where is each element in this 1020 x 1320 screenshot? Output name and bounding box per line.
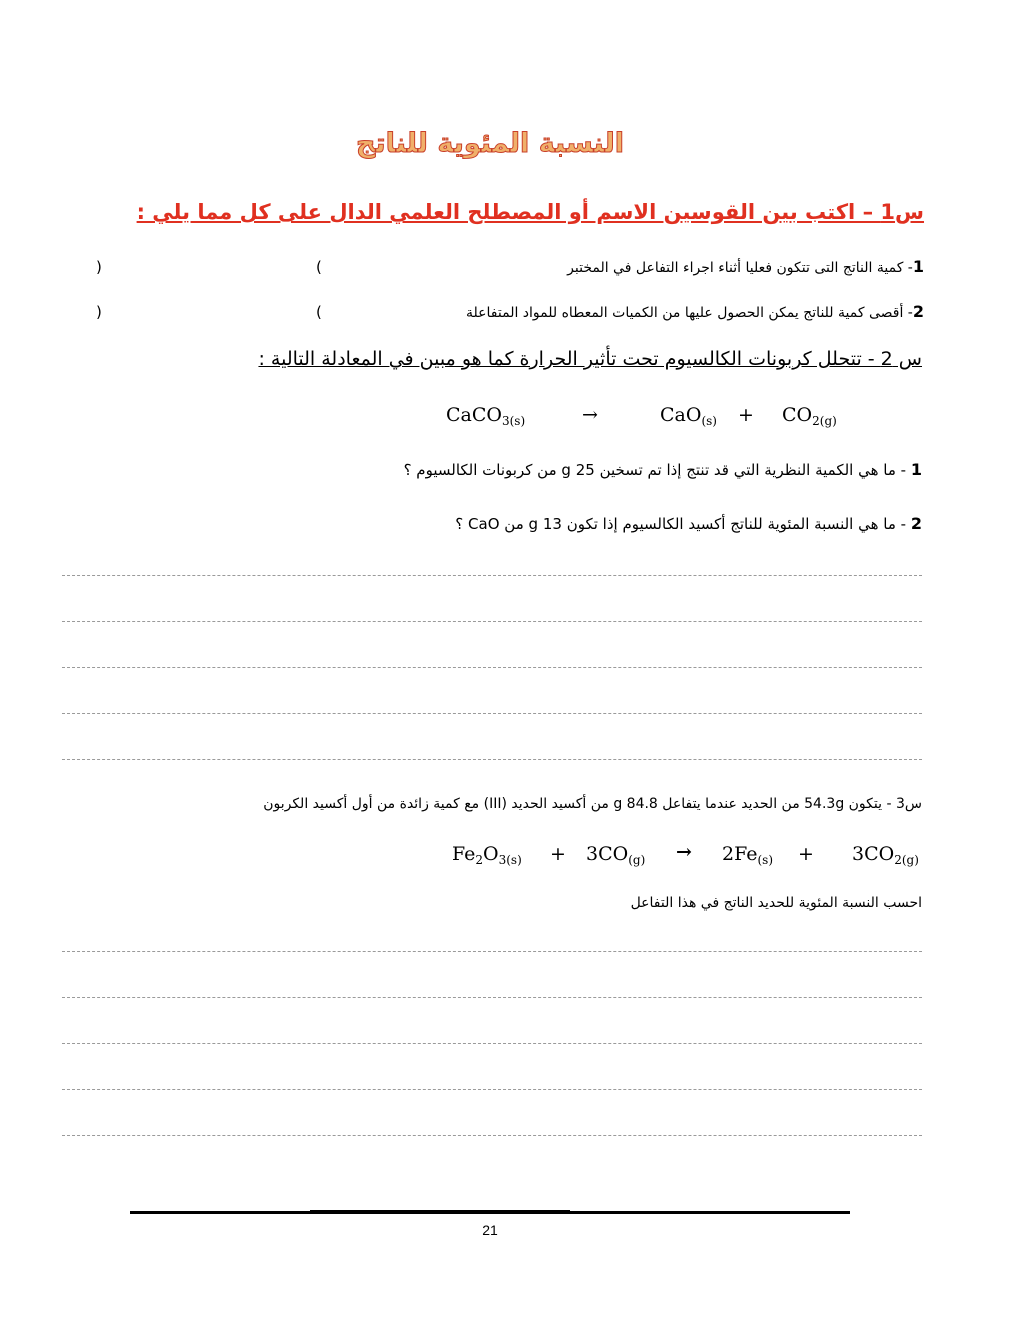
q2-sub-2-number: 2 <box>910 514 922 533</box>
q1-item-2 <box>466 302 924 321</box>
page-title: النسبة المئوية للناتج <box>356 128 624 159</box>
eq2-product-2 <box>782 404 837 428</box>
eq3-p2-formula: 3CO <box>852 843 895 865</box>
answer-line[interactable] <box>62 1089 922 1090</box>
answer-line[interactable] <box>62 713 922 714</box>
answer-line[interactable] <box>62 759 922 760</box>
eq2-arrow: → <box>582 404 598 426</box>
q2-sub-question-2 <box>455 514 922 533</box>
q1-item-1-close-paren: ) <box>96 258 102 276</box>
answer-line[interactable] <box>62 951 922 952</box>
eq3-r2-subscript: (g) <box>628 853 646 867</box>
q1-item-1-open-paren: ( <box>316 258 322 276</box>
eq3-r2-formula: 3CO <box>586 843 629 865</box>
q2-sub-question-1 <box>404 460 922 479</box>
answer-line[interactable] <box>62 1043 922 1044</box>
q2-sub-1-number: 1 <box>910 460 922 479</box>
eq2-product-1-formula: CaO <box>660 404 702 426</box>
answer-line[interactable] <box>62 575 922 576</box>
eq3-p1-formula: 2Fe <box>722 843 758 865</box>
q1-item-2-number: 2 <box>912 302 924 321</box>
eq3-p1-subscript: (s) <box>757 853 774 867</box>
eq2-reactant: CaCO <box>446 404 502 426</box>
answer-line[interactable] <box>62 667 922 668</box>
eq3-r1-o: O <box>483 843 499 865</box>
q2-equation <box>446 404 525 428</box>
eq2-plus: + <box>738 404 754 426</box>
eq3-p2-subscript: 2(g) <box>894 853 919 867</box>
q1-item-1 <box>567 257 924 276</box>
eq3-plus-1: + <box>550 843 566 865</box>
eq3-r1-sub1: 2 <box>475 853 484 867</box>
footer-divider-accent <box>310 1210 570 1214</box>
eq3-plus-2: + <box>798 843 814 865</box>
eq3-r1-fe: Fe <box>452 843 476 865</box>
page-number: 21 <box>482 1222 498 1238</box>
q1-item-2-open-paren: ( <box>316 303 322 321</box>
answer-line[interactable] <box>62 1135 922 1136</box>
q1-heading: س1 – اكتب بين القوسين الاسم أو المصطلح العلمي الدال على كل مما يلي : <box>136 200 924 224</box>
eq3-product-2 <box>852 843 919 867</box>
q1-item-2-close-paren: ) <box>96 303 102 321</box>
eq3-product-1 <box>722 843 773 867</box>
answer-line[interactable] <box>62 621 922 622</box>
q2-heading: س 2 - تتحلل كربونات الكالسيوم تحت تأثير الحرارة كما هو مبين في المعادلة التالية : <box>258 348 922 370</box>
eq3-reactant-2 <box>586 843 645 867</box>
eq2-product-1 <box>660 404 717 428</box>
eq3-r1-sub2: 3(s) <box>498 853 522 867</box>
q2-sub-1-text: - ما هي الكمية النظرية التي قد تنتج إذا تم تسخين 25 g من كربونات الكالسيوم ؟ <box>403 461 907 479</box>
eq2-product-1-subscript: (s) <box>701 414 717 428</box>
q2-sub-2-text: - ما هي النسبة المئوية للناتج أكسيد الكالسيوم إذا تكون 13 g من CaO ؟ <box>455 515 907 533</box>
eq3-reactant-1 <box>452 843 522 867</box>
q3-heading: س3 - يتكون 54.3g من الحديد عندما يتفاعل 84.8 g من أكسيد الحديد (III) مع كمية زائدة من أول أكسيد الكربون <box>263 796 922 812</box>
eq2-reactant-subscript: 3(s) <box>501 414 526 428</box>
eq2-product-2-subscript: 2(g) <box>812 414 837 428</box>
eq3-arrow: → <box>676 841 692 863</box>
eq2-product-2-formula: CO <box>782 404 813 426</box>
q1-item-1-number: 1 <box>912 257 924 276</box>
q1-item-1-text: - كمية الناتج التى تتكون فعليا أثناء اجراء التفاعل في المختبر <box>567 260 913 276</box>
answer-line[interactable] <box>62 997 922 998</box>
q1-item-2-text: - أقصى كمية للناتج يمكن الحصول عليها من الكميات المعطاه للمواد المتفاعلة <box>466 305 913 321</box>
q3-instruction: احسب النسبة المئوية للحديد الناتج في هذا التفاعل <box>630 895 922 911</box>
